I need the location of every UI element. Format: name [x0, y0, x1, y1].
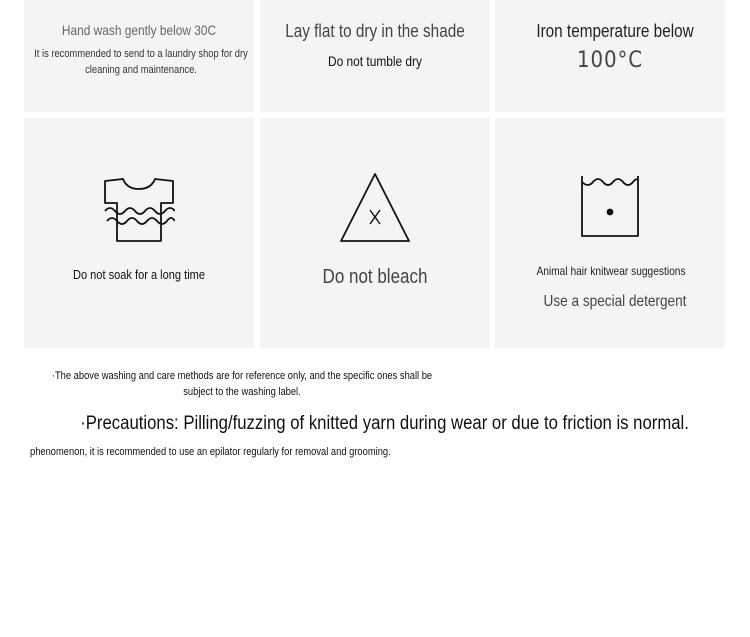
wash-tub-dot-icon — [580, 174, 640, 238]
phenomenon-note: phenomenon, it is recommended to use an epilator regularly for removal and grooming. — [30, 446, 391, 458]
no-soak-label: Do not soak for a long time — [72, 267, 206, 282]
hand-wash-title: Hand wash gently below 30C — [61, 22, 217, 38]
no-bleach-label: Do not bleach — [322, 266, 428, 288]
precaution-heading: ·Precautions: Pilling/fuzzing of knitted yarn during wear or due to friction is normal. — [80, 413, 689, 434]
dry-title: Lay flat to dry in the shade — [285, 21, 465, 41]
no-bleach-triangle-icon — [339, 172, 411, 244]
reference-note: ·The above washing and care methods are for reference only, and the specific ones shall be subject to the washing label. — [51, 370, 433, 398]
animal-hair-suggestion-label: Animal hair knitwear suggestions — [536, 264, 686, 278]
shirt-soak-icon — [103, 177, 175, 243]
special-detergent-label: Use a special detergent — [543, 293, 687, 310]
dry-note: Do not tumble dry — [328, 53, 422, 69]
iron-title: Iron temperature below — [536, 21, 694, 41]
iron-temperature-value: 100°C — [576, 48, 644, 73]
hand-wash-note: It is recommended to send to a laundry shop for dry cleaning and maintenance. — [34, 48, 248, 76]
